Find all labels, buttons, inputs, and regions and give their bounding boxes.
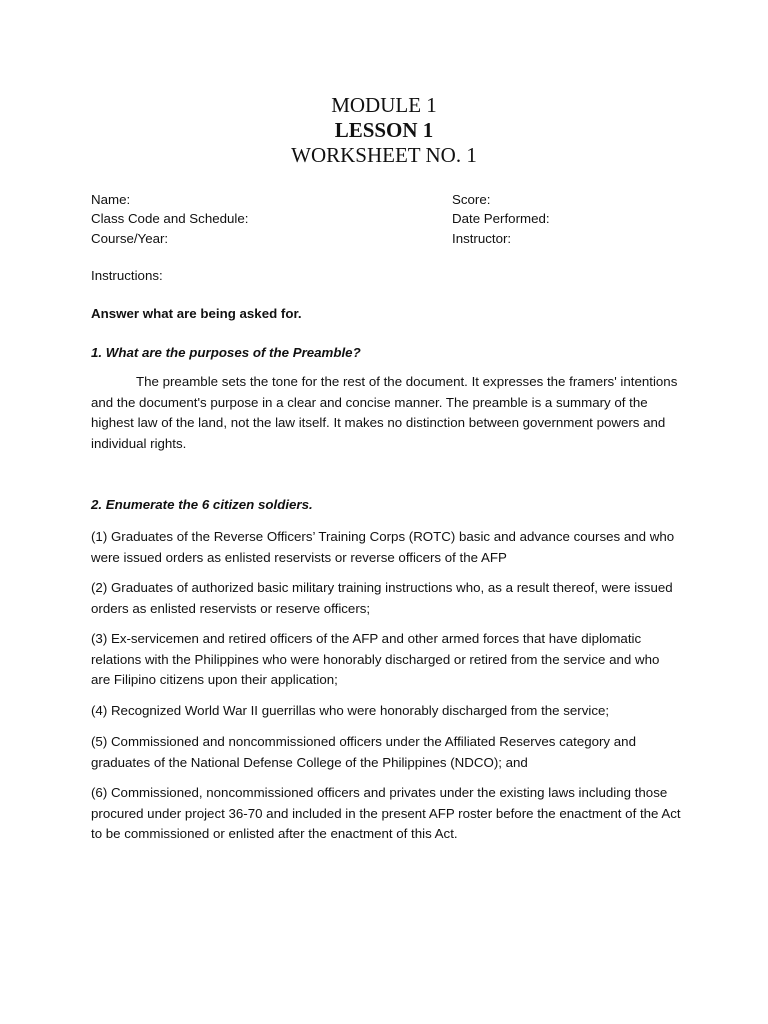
list-item: (3) Ex-servicemen and retired officers of the AFP and other armed forces that have diplomatic relations with the Philippines who were honorably discharged or retired from the service and who are Filipino citizens upon their application; — [91, 631, 660, 687]
score-field-label: Score: — [452, 192, 491, 207]
list-item: (4) Recognized World War II guerrillas who were honorably discharged from the service; — [91, 703, 610, 718]
list-item: (1) Graduates of the Reverse Officers’ Training Corps (ROTC) basic and advance courses and who were issued orders as enlisted reservists or reverse officers of the AFP — [91, 529, 675, 565]
name-field-label: Name: — [91, 192, 131, 207]
instructor-field-label: Instructor: — [452, 231, 512, 246]
question-1: 1. What are the purposes of the Preamble? — [91, 345, 361, 360]
answer-1-paragraph: The preamble sets the tone for the rest of the document. It expresses the framers' intentions and the document's purpose in a clear and concise manner. The preamble is a summary of the highest law of the land, not the law itself. It makes no distinction between government powers and individual rights. — [91, 374, 678, 451]
question-2: 2. Enumerate the 6 citizen soldiers. — [91, 497, 313, 512]
instructions-label: Instructions: — [91, 268, 163, 283]
module-heading: MODULE 1 — [331, 93, 437, 117]
list-item: (5) Commissioned and noncommissioned officers under the Affiliated Reserves category and graduates of the National Defense College of the Philippines (NDCO); and — [91, 734, 636, 770]
date-performed-field-label: Date Performed: — [452, 211, 550, 226]
instructions-text: Answer what are being asked for. — [91, 306, 302, 321]
class-code-field-label: Class Code and Schedule: — [91, 211, 249, 226]
worksheet-heading: WORKSHEET NO. 1 — [291, 143, 477, 167]
answer-1 — [91, 372, 681, 454]
course-year-field-label: Course/Year: — [91, 231, 169, 246]
list-item: (2) Graduates of authorized basic military training instructions who, as a result thereof, were issued orders as enlisted reservists or reserve officers; — [91, 580, 673, 616]
lesson-heading: LESSON 1 — [334, 118, 434, 142]
list-item: (6) Commissioned, noncommissioned officers and privates under the existing laws including those procured under project 36-70 and included in the present AFP roster before the enactment of the Act to be commissioned or enlisted after the enactment of this Act. — [91, 785, 681, 841]
